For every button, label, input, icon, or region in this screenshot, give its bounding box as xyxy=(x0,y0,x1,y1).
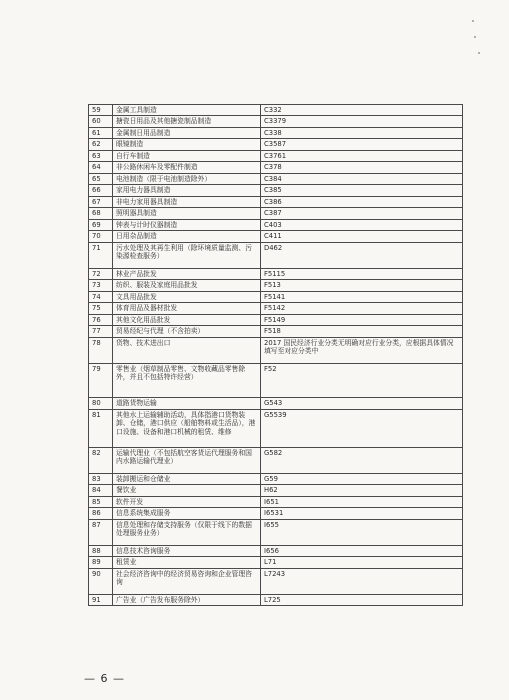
industry-code: C384 xyxy=(261,173,463,184)
row-number: 65 xyxy=(89,173,113,184)
industry-code: G582 xyxy=(261,447,463,473)
industry-code: I651 xyxy=(261,496,463,507)
table-row xyxy=(89,185,463,196)
table-row xyxy=(89,116,463,127)
table-row xyxy=(89,363,463,397)
row-number: 77 xyxy=(89,326,113,337)
industry-name: 金属制日用品制造 xyxy=(113,127,261,138)
table-row xyxy=(89,280,463,291)
table-row xyxy=(89,314,463,325)
industry-name: 租赁业 xyxy=(113,557,261,568)
industry-code: H62 xyxy=(261,485,463,496)
industry-name: 零售业（烟草制品零售、文物收藏品零售除外，并且不包括特许经营） xyxy=(113,363,261,397)
row-number: 72 xyxy=(89,268,113,279)
industry-code: C378 xyxy=(261,162,463,173)
industry-code: C403 xyxy=(261,219,463,230)
industry-name: 货物、技术进出口 xyxy=(113,337,261,363)
table-row xyxy=(89,139,463,150)
scan-speck xyxy=(478,52,480,54)
industry-name: 体育用品及器材批发 xyxy=(113,303,261,314)
row-number: 82 xyxy=(89,447,113,473)
industry-code: F513 xyxy=(261,280,463,291)
row-number: 89 xyxy=(89,557,113,568)
row-number: 71 xyxy=(89,242,113,268)
row-number: 76 xyxy=(89,314,113,325)
table-row xyxy=(89,173,463,184)
table-row xyxy=(89,519,463,545)
row-number: 79 xyxy=(89,363,113,397)
industry-name: 贸易经纪与代理（不含拍卖） xyxy=(113,326,261,337)
industry-name: 钟表与计时仪器制造 xyxy=(113,219,261,230)
row-number: 70 xyxy=(89,231,113,242)
table-row xyxy=(89,150,463,161)
table-row xyxy=(89,105,463,116)
industry-code: 2017 国民经济行业分类无明确对应行业分类，应根据具体情况填写至对应分类中 xyxy=(261,337,463,363)
industry-code: G59 xyxy=(261,473,463,484)
industry-name: 信息处理和存储支持服务（仅限于线下的数据处理服务业务） xyxy=(113,519,261,545)
table-row xyxy=(89,231,463,242)
row-number: 74 xyxy=(89,291,113,302)
row-number: 64 xyxy=(89,162,113,173)
industry-code: C385 xyxy=(261,185,463,196)
row-number: 60 xyxy=(89,116,113,127)
industry-code: F5149 xyxy=(261,314,463,325)
table-row xyxy=(89,594,463,605)
table-row xyxy=(89,447,463,473)
table-row xyxy=(89,268,463,279)
industry-name: 道路货物运输 xyxy=(113,397,261,409)
industry-code: C411 xyxy=(261,231,463,242)
table-row xyxy=(89,473,463,484)
industry-code: I656 xyxy=(261,545,463,556)
industry-name: 日用杂品制造 xyxy=(113,231,261,242)
industry-code: F5141 xyxy=(261,291,463,302)
scan-speck xyxy=(474,36,476,38)
industry-name: 自行车制造 xyxy=(113,150,261,161)
industry-code: I6531 xyxy=(261,508,463,519)
industry-name: 广告业（广告发布服务除外） xyxy=(113,594,261,605)
row-number: 61 xyxy=(89,127,113,138)
row-number: 80 xyxy=(89,397,113,409)
table-row xyxy=(89,162,463,173)
row-number: 75 xyxy=(89,303,113,314)
scan-speck xyxy=(472,20,474,22)
industry-name: 林业产品批发 xyxy=(113,268,261,279)
table-row xyxy=(89,242,463,268)
industry-name: 纺织、服装及家庭用品批发 xyxy=(113,280,261,291)
industry-code: F5115 xyxy=(261,268,463,279)
industry-code: F518 xyxy=(261,326,463,337)
row-number: 69 xyxy=(89,219,113,230)
table-row xyxy=(89,508,463,519)
industry-name: 污水处理及其再生利用（除环境质量监测、污染源检查服务） xyxy=(113,242,261,268)
row-number: 90 xyxy=(89,568,113,594)
row-number: 59 xyxy=(89,105,113,116)
industry-name: 非公路休闲车及零配件制造 xyxy=(113,162,261,173)
industry-name: 社会经济咨询中的经济贸易咨询和企业管理咨询 xyxy=(113,568,261,594)
industry-name: 装卸搬运和仓储业 xyxy=(113,473,261,484)
table-row xyxy=(89,485,463,496)
industry-name: 运输代理业（不包括航空客货运代理服务和国内水路运输代理业） xyxy=(113,447,261,473)
row-number: 87 xyxy=(89,519,113,545)
industry-name: 眼镜制造 xyxy=(113,139,261,150)
table-row xyxy=(89,557,463,568)
industry-code: C3587 xyxy=(261,139,463,150)
row-number: 63 xyxy=(89,150,113,161)
industry-name: 照明器具制造 xyxy=(113,208,261,219)
page-number: — 6 — xyxy=(84,672,125,685)
industry-name: 金属工具制造 xyxy=(113,105,261,116)
industry-code: C3761 xyxy=(261,150,463,161)
industry-code: L725 xyxy=(261,594,463,605)
industry-name: 其他水上运输辅助活动，具体指港口货物装卸、仓储，港口供应（船舶物料或生活品），港口设施、设备和港口机械的租赁、维修 xyxy=(113,409,261,447)
table-row xyxy=(89,545,463,556)
industry-code: C3379 xyxy=(261,116,463,127)
row-number: 84 xyxy=(89,485,113,496)
industry-name: 其他文化用品批发 xyxy=(113,314,261,325)
industry-table xyxy=(88,104,463,606)
row-number: 73 xyxy=(89,280,113,291)
row-number: 78 xyxy=(89,337,113,363)
row-number: 67 xyxy=(89,196,113,207)
industry-name: 电池制造（限于电池制造除外） xyxy=(113,173,261,184)
table-row xyxy=(89,568,463,594)
row-number: 66 xyxy=(89,185,113,196)
industry-name: 家用电力器具制造 xyxy=(113,185,261,196)
table-row xyxy=(89,303,463,314)
industry-code: L7243 xyxy=(261,568,463,594)
industry-name: 文具用品批发 xyxy=(113,291,261,302)
table-row xyxy=(89,291,463,302)
row-number: 86 xyxy=(89,508,113,519)
industry-name: 信息系统集成服务 xyxy=(113,508,261,519)
industry-name: 餐饮业 xyxy=(113,485,261,496)
industry-name: 非电力家用器具制造 xyxy=(113,196,261,207)
row-number: 62 xyxy=(89,139,113,150)
industry-code: F52 xyxy=(261,363,463,397)
industry-code: F5142 xyxy=(261,303,463,314)
industry-code: C387 xyxy=(261,208,463,219)
table-row xyxy=(89,219,463,230)
table-row xyxy=(89,337,463,363)
row-number: 81 xyxy=(89,409,113,447)
row-number: 91 xyxy=(89,594,113,605)
industry-code: C332 xyxy=(261,105,463,116)
row-number: 88 xyxy=(89,545,113,556)
table-row xyxy=(89,397,463,409)
table-row xyxy=(89,409,463,447)
row-number: 83 xyxy=(89,473,113,484)
industry-code: L71 xyxy=(261,557,463,568)
industry-name: 信息技术咨询服务 xyxy=(113,545,261,556)
industry-code: I655 xyxy=(261,519,463,545)
table-row xyxy=(89,208,463,219)
industry-code: C338 xyxy=(261,127,463,138)
row-number: 85 xyxy=(89,496,113,507)
industry-code: D462 xyxy=(261,242,463,268)
table-row xyxy=(89,196,463,207)
table-row xyxy=(89,496,463,507)
industry-code: G5539 xyxy=(261,409,463,447)
industry-code: G543 xyxy=(261,397,463,409)
row-number: 68 xyxy=(89,208,113,219)
industry-code: C386 xyxy=(261,196,463,207)
industry-name: 搪瓷日用品及其他搪瓷制品制造 xyxy=(113,116,261,127)
table-row xyxy=(89,127,463,138)
industry-table-body xyxy=(89,105,463,606)
industry-name: 软件开发 xyxy=(113,496,261,507)
table-row xyxy=(89,326,463,337)
